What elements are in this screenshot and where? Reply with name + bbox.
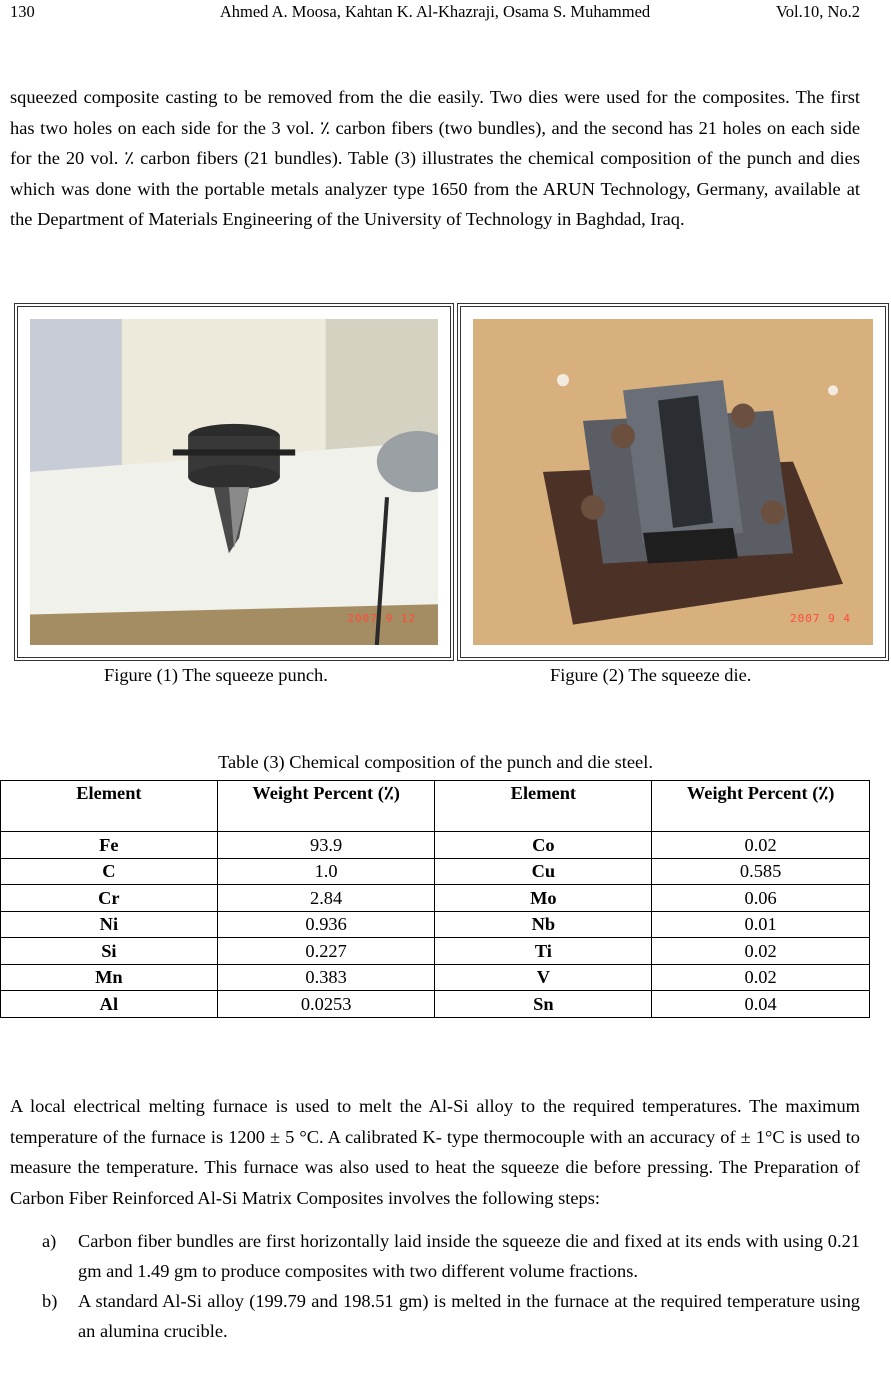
- table-row: [1, 938, 870, 965]
- list-marker: a): [42, 1231, 57, 1251]
- preparation-steps-list: [10, 1226, 860, 1346]
- element-cell: Al: [1, 991, 218, 1018]
- element-cell: Fe: [1, 832, 218, 859]
- header-volume: Vol.10, No.2: [775, 2, 860, 21]
- list-item-text: Carbon fiber bundles are first horizontally laid inside the squeeze die and fixed at its ends with using 0.21 gm and 1.49 gm to produce composites with two different volume fractions.: [78, 1231, 860, 1281]
- table-row: [1, 885, 870, 912]
- value-cell: 0.383: [217, 964, 435, 991]
- table-row: [1, 964, 870, 991]
- running-header: [10, 2, 860, 26]
- figure-2-photo-squeeze-die: [473, 319, 873, 645]
- value-cell: 0.227: [217, 938, 435, 965]
- header-element-1: Element: [1, 781, 218, 832]
- table-row: [1, 858, 870, 885]
- value-cell: 1.0: [217, 858, 435, 885]
- body-paragraph-2: A local electrical melting furnace is used to melt the Al-Si alloy to the required temperatures. The maximum temperature of the furnace is 1200 ± 5 °C. A calibrated K- type thermocouple with an accuracy of ± 1°C is used to measure the temperature. This furnace was also used to heat the squeeze die before pressing. The Preparation of Carbon Fiber Reinforced Al-Si Matrix Composites involves the following steps:: [10, 1096, 860, 1208]
- list-item: [10, 1286, 860, 1346]
- table-row: [1, 832, 870, 859]
- header-weight-percent-2: Weight Percent (٪): [652, 781, 870, 832]
- header-authors: Ahmed A. Moosa, Kahtan K. Al-Khazraji, Osama S. Muhammed: [219, 2, 651, 21]
- value-cell: 0.02: [652, 832, 870, 859]
- figure-1-frame: [14, 303, 454, 661]
- figure-2-caption: Figure (2) The squeeze die.: [550, 665, 752, 685]
- table-header-row: [1, 781, 870, 832]
- value-cell: 0.02: [652, 964, 870, 991]
- body-paragraph-1: squeezed composite casting to be removed from the die easily. Two dies were used for the composites. The first has two holes on each side for the 3 vol. ٪ carbon fibers (two bundles), and the second has 21 holes on each side for the 20 vol. ٪ carbon fibers (21 bundles). Table (3) illustrates the chemical composition of the punch and dies which was done with the portable metals analyzer type 1650 from the ARUN Technology, Germany, available at the Department of Materials Engineering of the University of Technology in Baghdad, Iraq.: [10, 87, 860, 230]
- table-row: [1, 911, 870, 938]
- element-cell: C: [1, 858, 218, 885]
- value-cell: 2.84: [217, 885, 435, 912]
- value-cell: 0.0253: [217, 991, 435, 1018]
- figure-1-photo-squeeze-punch: [30, 319, 438, 645]
- element-cell: Nb: [435, 911, 652, 938]
- element-cell: Cu: [435, 858, 652, 885]
- value-cell: 0.01: [652, 911, 870, 938]
- element-cell: Ti: [435, 938, 652, 965]
- header-weight-percent-1: Weight Percent (٪): [217, 781, 435, 832]
- figure-row: [14, 303, 889, 661]
- list-item-text: A standard Al-Si alloy (199.79 and 198.51 gm) is melted in the furnace at the required temperature using an alumina crucible.: [78, 1291, 860, 1341]
- element-cell: Mo: [435, 885, 652, 912]
- page-number: 130: [10, 2, 35, 21]
- list-marker: b): [42, 1291, 58, 1311]
- figure-2-frame: [457, 303, 889, 661]
- header-element-2: Element: [435, 781, 652, 832]
- value-cell: 0.02: [652, 938, 870, 965]
- value-cell: 93.9: [217, 832, 435, 859]
- element-cell: Sn: [435, 991, 652, 1018]
- value-cell: 0.04: [652, 991, 870, 1018]
- element-cell: Mn: [1, 964, 218, 991]
- value-cell: 0.936: [217, 911, 435, 938]
- value-cell: 0.06: [652, 885, 870, 912]
- figure-1-caption: Figure (1) The squeeze punch.: [104, 665, 328, 685]
- table-row: [1, 991, 870, 1018]
- composition-table: [0, 780, 870, 1018]
- element-cell: Si: [1, 938, 218, 965]
- element-cell: Cr: [1, 885, 218, 912]
- figure-1-date-stamp: 2007 9 12: [347, 612, 416, 625]
- table-caption: Table (3) Chemical composition of the punch and die steel.: [218, 752, 653, 772]
- list-item: [10, 1226, 860, 1286]
- value-cell: 0.585: [652, 858, 870, 885]
- element-cell: Co: [435, 832, 652, 859]
- element-cell: V: [435, 964, 652, 991]
- figure-2-date-stamp: 2007 9 4: [790, 612, 851, 625]
- element-cell: Ni: [1, 911, 218, 938]
